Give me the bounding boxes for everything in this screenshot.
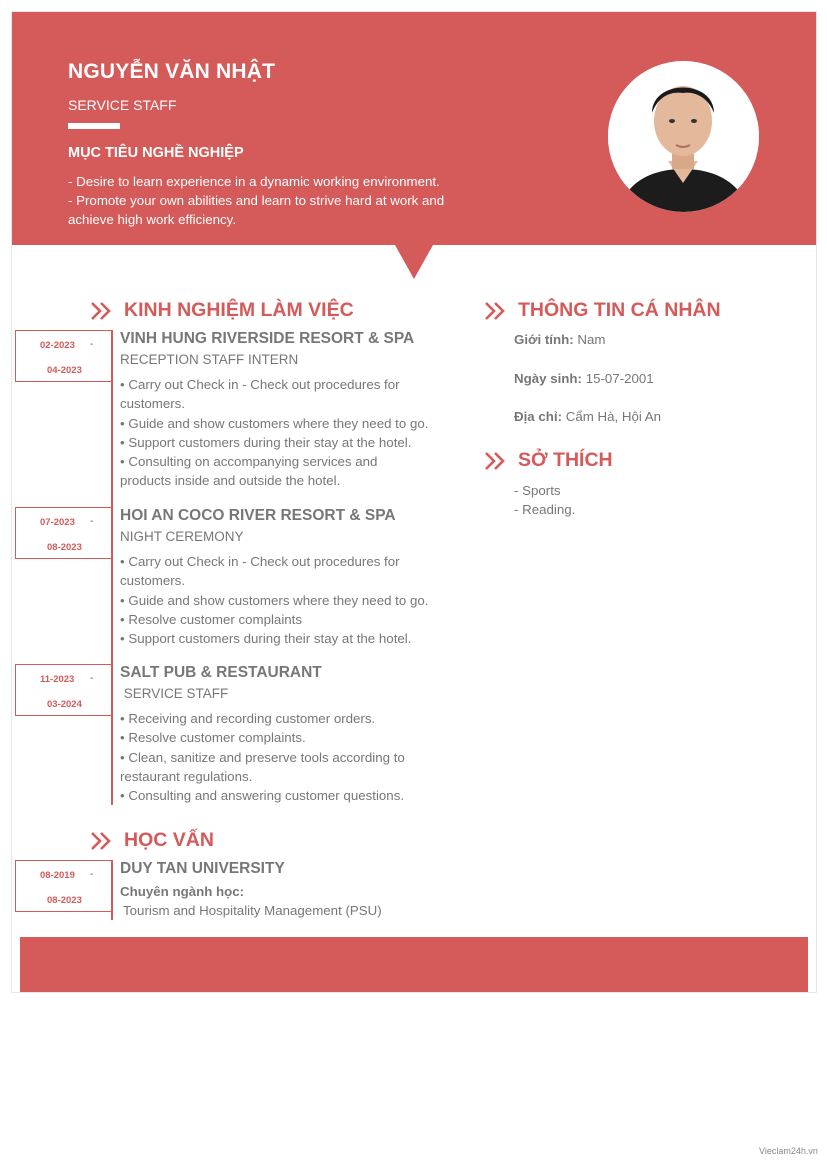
company-name: VINH HUNG RIVERSIDE RESORT & SPA <box>120 330 415 347</box>
double-chevron-icon <box>484 301 508 321</box>
date-range <box>15 330 112 382</box>
duty-item: • Carry out Check in - Check out procedures for customers. <box>120 554 400 589</box>
address-label: Địa chỉ: <box>514 409 563 424</box>
job-position: NIGHT CEREMONY <box>120 529 244 544</box>
job-entry <box>120 329 430 491</box>
personal-section-title: THÔNG TIN CÁ NHÂN <box>518 299 721 321</box>
duty-item: • Clean, sanitize and preserve tools according to restaurant regulations. <box>120 749 405 784</box>
start-date: 02-2023 <box>40 340 75 351</box>
avatar-portrait-icon <box>608 61 759 212</box>
personal-section-header <box>484 299 721 322</box>
date-range <box>15 507 112 559</box>
end-date: 03-2024 <box>47 699 82 710</box>
double-chevron-icon <box>484 451 508 471</box>
date-range <box>15 664 112 716</box>
start-date: 07-2023 <box>40 517 75 528</box>
avatar <box>608 61 759 212</box>
objective-line: - Promote your own abilities and learn to strive hard at work and achieve high work efficiency. <box>68 193 445 227</box>
job-duties <box>120 375 430 491</box>
company-name: SALT PUB & RESTAURANT <box>120 664 322 681</box>
duty-item: • Guide and show customers where they need to go. <box>120 592 429 608</box>
date-separator: - <box>90 516 94 527</box>
hobby-item: - Reading. <box>514 502 576 518</box>
gender-label: Giới tính: <box>514 332 574 347</box>
end-date: 08-2023 <box>47 542 82 553</box>
title-divider <box>68 123 120 129</box>
hobbies-list <box>514 481 575 520</box>
duty-item: • Consulting on accompanying services and products inside and outside the hotel. <box>120 454 378 489</box>
job-position: RECEPTION STAFF INTERN <box>120 352 299 367</box>
experience-section-title: KINH NGHIỆM LÀM VIỆC <box>124 299 354 321</box>
objective-line: - Desire to learn experience in a dynamic working environment. <box>68 174 440 189</box>
job-position: SERVICE STAFF <box>120 686 229 701</box>
dob-row <box>514 369 654 388</box>
candidate-role: SERVICE STAFF <box>68 97 177 113</box>
job-duties <box>120 709 430 805</box>
address-value: Cẩm Hà, Hội An <box>565 409 662 424</box>
start-date: 08-2019 <box>40 870 75 881</box>
dob-label: Ngày sinh: <box>514 371 582 386</box>
job-entry <box>120 506 430 648</box>
gender-value: Nam <box>577 332 606 347</box>
dob-value: 15-07-2001 <box>585 371 654 386</box>
duty-item: • Resolve customer complaints <box>120 611 303 627</box>
header-pointer <box>395 245 433 279</box>
end-date: 08-2023 <box>47 895 82 906</box>
duty-item: • Support customers during their stay at the hotel. <box>120 434 412 450</box>
address-row <box>514 407 661 426</box>
education-section-title: HỌC VẤN <box>124 829 214 851</box>
site-watermark: Vieclam24h.vn <box>759 1146 818 1156</box>
duty-item: • Support customers during their stay at the hotel. <box>120 631 412 647</box>
experience-timeline <box>111 330 113 805</box>
duty-item: • Resolve customer complaints. <box>120 730 306 746</box>
duty-item: • Receiving and recording customer orders. <box>120 711 376 726</box>
company-name: HOI AN COCO RIVER RESORT & SPA <box>120 507 396 524</box>
duty-item: • Consulting and answering customer questions. <box>120 788 405 804</box>
objective-title: MỤC TIÊU NGHỀ NGHIỆP <box>68 145 244 161</box>
objective-text <box>68 172 488 229</box>
hobbies-section-header <box>484 449 613 472</box>
major-value: Tourism and Hospitality Management (PSU) <box>123 903 382 918</box>
double-chevron-icon <box>90 301 114 321</box>
school-name: DUY TAN UNIVERSITY <box>120 860 285 877</box>
hobbies-section-title: SỞ THÍCH <box>518 449 613 471</box>
double-chevron-icon <box>90 831 114 851</box>
end-date: 04-2023 <box>47 365 82 376</box>
major-label: Chuyên ngành học: <box>120 884 245 899</box>
date-separator: - <box>90 869 94 880</box>
hobby-item: - Sports <box>514 483 561 498</box>
duty-item: • Carry out Check in - Check out procedures for customers. <box>120 377 400 412</box>
job-duties <box>120 552 430 648</box>
duty-item: • Guide and show customers where they need to go. <box>120 415 429 431</box>
footer-banner <box>20 937 808 992</box>
education-entry <box>120 859 430 920</box>
date-separator: - <box>90 339 94 350</box>
candidate-name: NGUYỄN VĂN NHẬT <box>68 60 276 83</box>
date-separator: - <box>90 673 94 684</box>
education-section-header <box>90 829 214 852</box>
gender-row <box>514 330 605 349</box>
start-date: 11-2023 <box>40 674 75 685</box>
date-range <box>15 860 112 912</box>
experience-section-header <box>90 299 354 322</box>
job-entry <box>120 663 430 805</box>
